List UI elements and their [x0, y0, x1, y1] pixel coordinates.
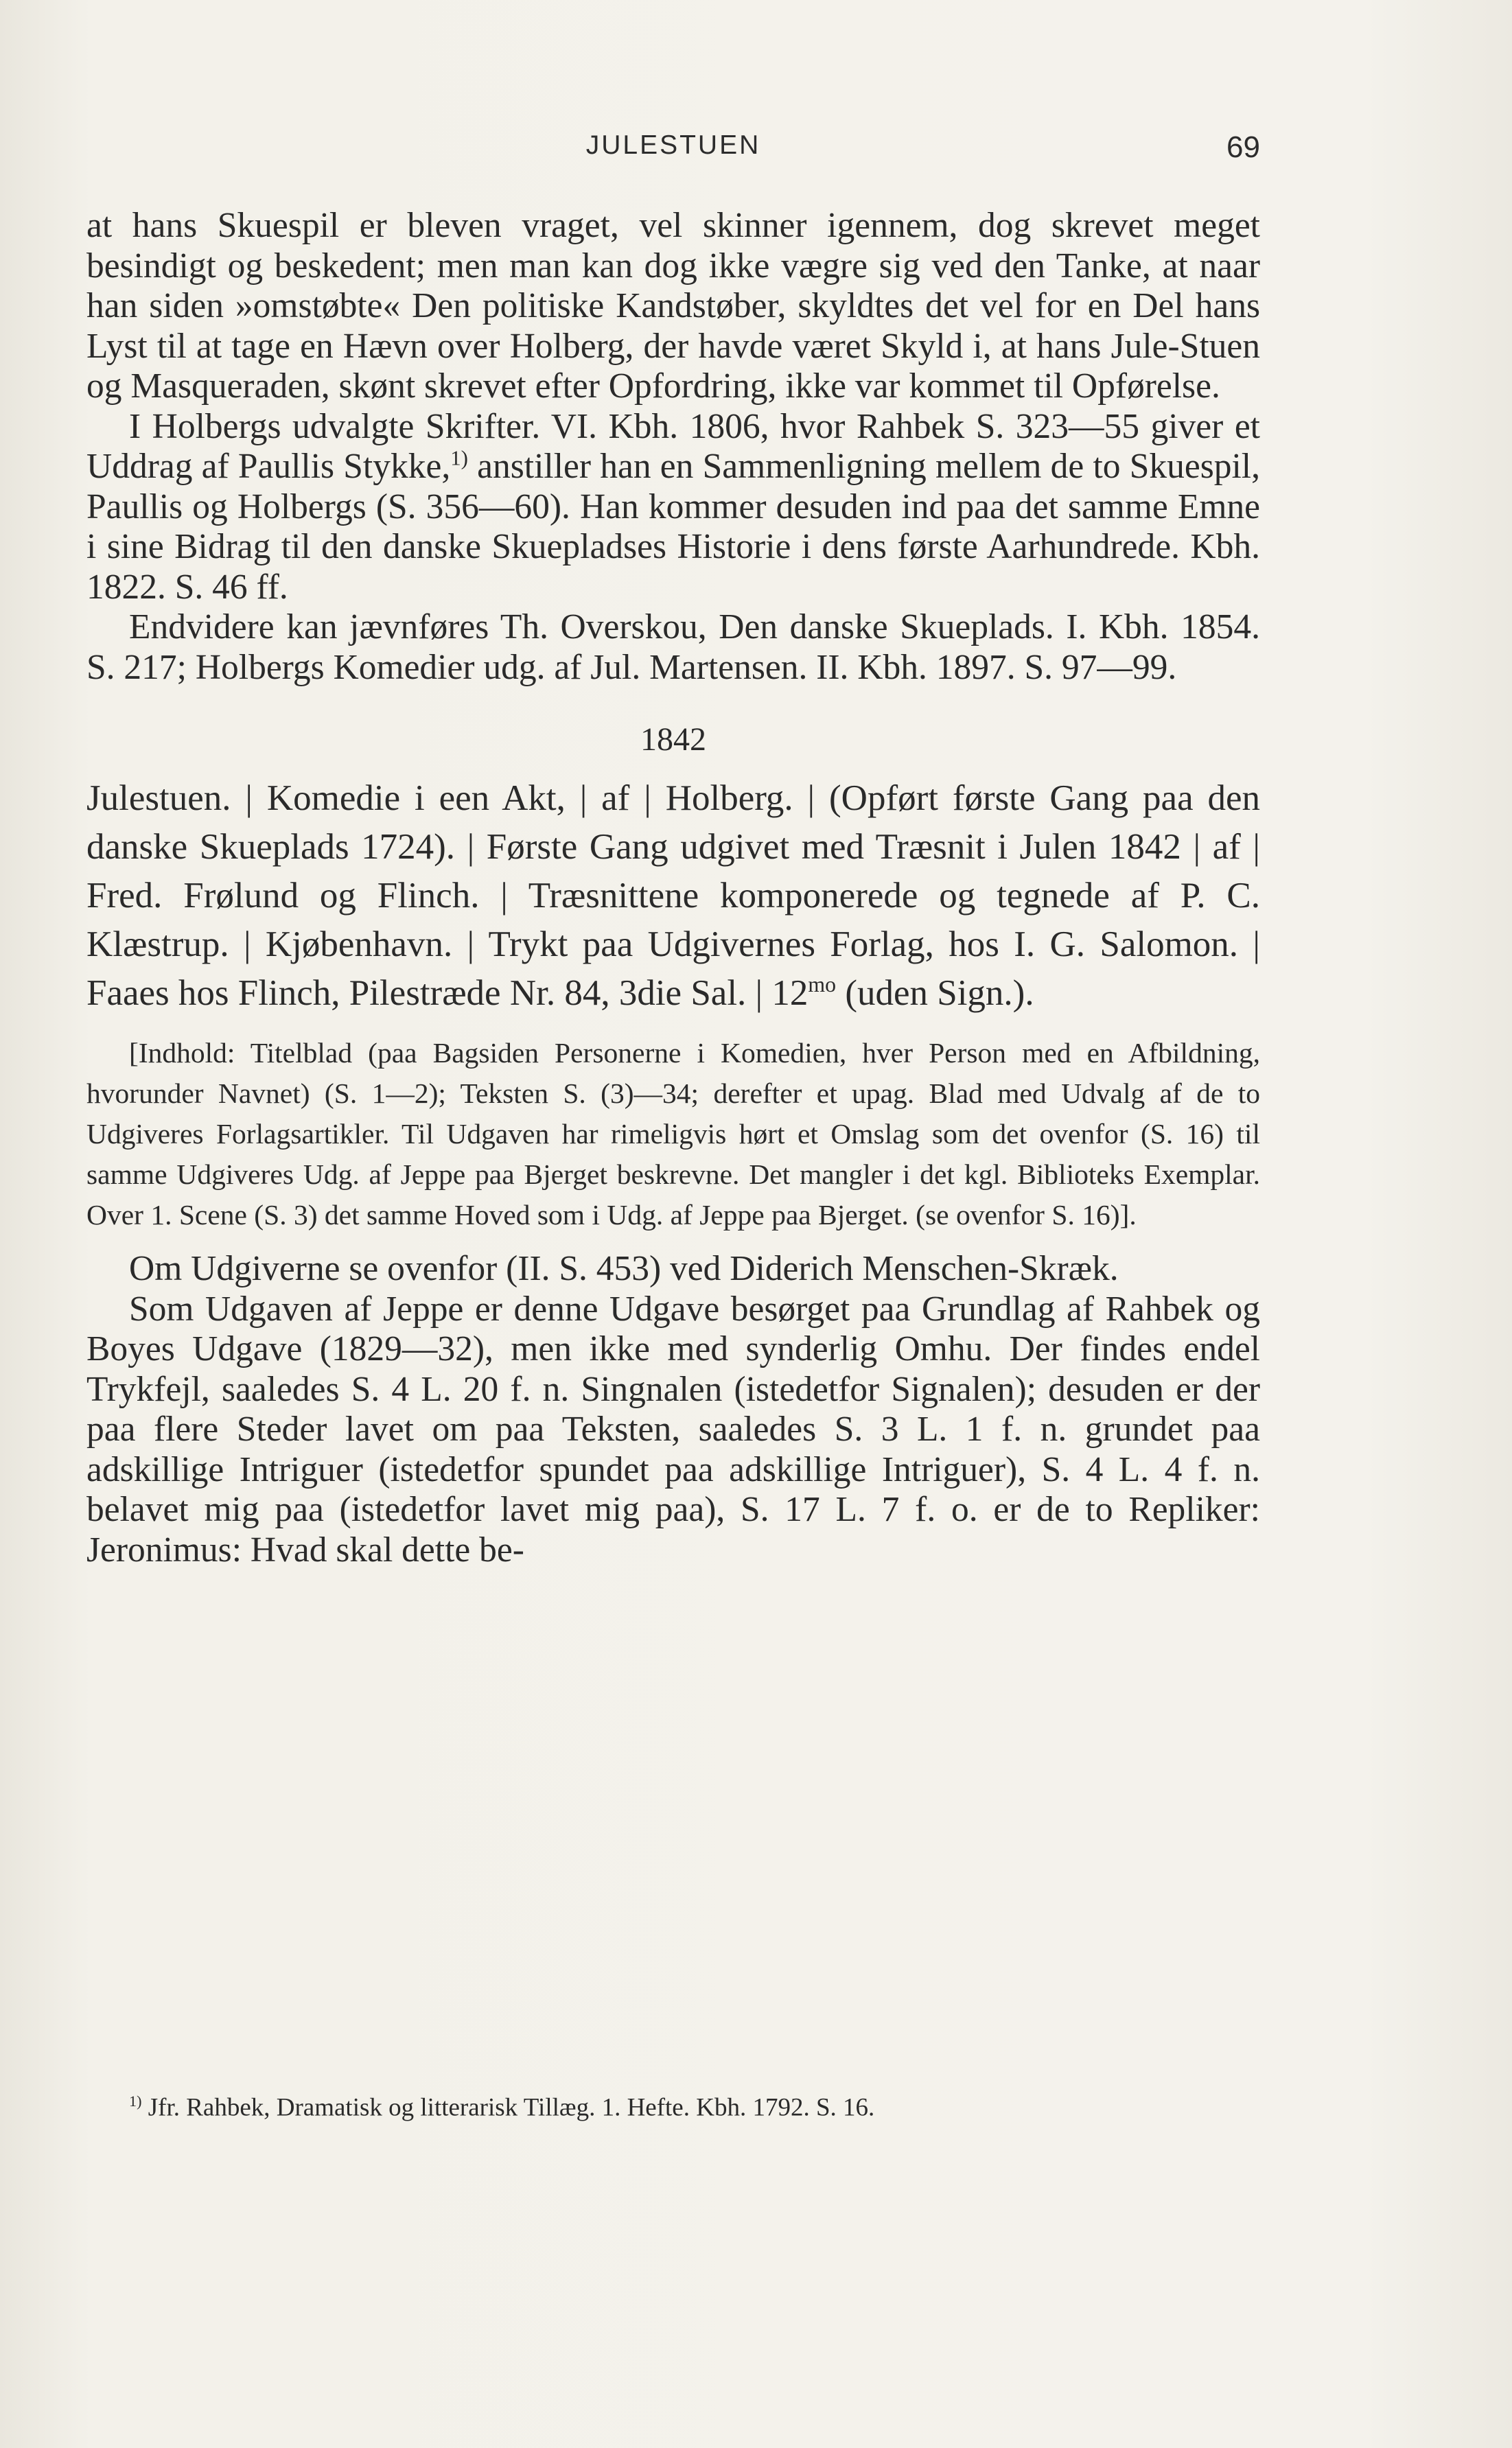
paragraph-text: I Holbergs udvalgte Skrifter. VI. Kbh. 1806, hvor Rahbek S. 323—55 giver et Uddrag af Paullis Stykke, [86, 406, 1260, 486]
entry-title [86, 774, 1260, 1018]
footnote-text: Jfr. Rahbek, Dramatisk og litterarisk Tillæg. 1. Hefte. Kbh. 1792. S. 16. [141, 2093, 875, 2122]
footnote-mark: 1) [129, 2093, 142, 2110]
paragraph-udgaven: Som Udgaven af Jeppe er denne Udgave besørget paa Grundlag af Rahbek og Boyes Udgave (1829—32), men ikke med synderlig Omhu. Der findes endel Trykfejl, saaledes S. 4 L. 20 f. n. Singnalen (istedetfor Signalen); desuden er der paa flere Steder lavet om paa Teksten, saaledes S. 3 L. 1 f. n. grundet paa adskillige Intriguer (istedetfor spundet paa adskillige Intriguer), S. 4 L. 4 f. n. belavet mig paa (istedetfor lavet mig paa), S. 17 L. 7 f. o. er de to Repliker: Jeronimus: Hvad skal dette be- [86, 1289, 1260, 1570]
paragraph-endvidere: Endvidere kan jævnføres Th. Overskou, Den danske Skueplads. I. Kbh. 1854. S. 217; Holbergs Komedier udg. af Jul. Martensen. II. Kbh. 1897. S. 97—99. [86, 607, 1260, 687]
entry-title-text: (uden Sign.). [836, 973, 1034, 1013]
spacer [86, 1235, 1260, 1249]
entry-title-text: Julestuen. | Komedie i een Akt, | af | Holberg. | (Opført første Gang paa den danske Skueplads 1724). | Første Gang udgivet med Træsnit i Julen 1842 | af | Fred. Frølund og Flinch. | Træsnittene komponerede og tegnede af P. C. Klæstrup. | Kjøbenhavn. | Trykt paa Udgivernes Forlag, hos I. G. Salomon. | Faaes hos Flinch, Pilestræde Nr. 84, 3die Sal. | 12 [86, 778, 1260, 1013]
footnote [129, 2084, 1261, 2125]
entry-year: 1842 [640, 721, 706, 758]
commentary [86, 1249, 1260, 1570]
paragraph-holbergs-skrifter [86, 407, 1260, 608]
page-body [86, 206, 1260, 1570]
main-text [86, 206, 1260, 688]
page-number: 69 [1226, 130, 1260, 164]
page-header [86, 130, 1260, 172]
contents-note: [Indhold: Titelblad (paa Bagsiden Personerne i Komedien, hver Person med en Afbildning, hvorunder Navnet) (S. 1—2); Teksten S. (3)—34; derefter et upag. Blad med Udvalg af de to Udgiveres Forlagsartikler. Til Udgaven har rimeligvis hørt et Omslag som det ovenfor (S. 16) til samme Udgiveres Udg. af Jeppe paa Bjerget beskrevne. Det mangler i det kgl. Biblioteks Exemplar. Over 1. Scene (S. 3) det samme Hoved som i Udg. af Jeppe paa Bjerget. (se ovenfor S. 16)]. [86, 1037, 1260, 1231]
footnote-reference: 1) [450, 445, 468, 470]
format-superscript: mo [808, 972, 837, 996]
bibliographic-entry [86, 774, 1260, 1018]
paragraph-continuation: at hans Skuespil er bleven vraget, vel skinner igennem, dog skrevet meget besindigt og beskedent; men man kan dog ikke vægre sig ved den Tanke, at naar han siden »omstøbte« Den politiske Kandstøber, skyldtes det vel for en Del hans Lyst til at tage en Hævn over Holberg, der havde været Skyld i, at hans Jule-Stuen og Masqueraden, skønt skrevet efter Opfordring, ikke var kommet til Opførelse. [86, 206, 1260, 406]
entry-contents [86, 1033, 1260, 1235]
paragraph-text: anstiller han en Sammenligning mellem de to Skuespil, Paullis og Holbergs (S. 356—60). Han kommer desuden ind paa det samme Emne i sine Bidrag til den danske Skuepladses Historie i dens første Aarhundrede. Kbh. 1822. S. 46 ff. [86, 447, 1260, 607]
paragraph-udgiverne: Om Udgiverne se ovenfor (II. S. 453) ved Diderich Menschen-Skræk. [129, 1249, 1119, 1288]
running-head: JULESTUEN [585, 130, 761, 160]
